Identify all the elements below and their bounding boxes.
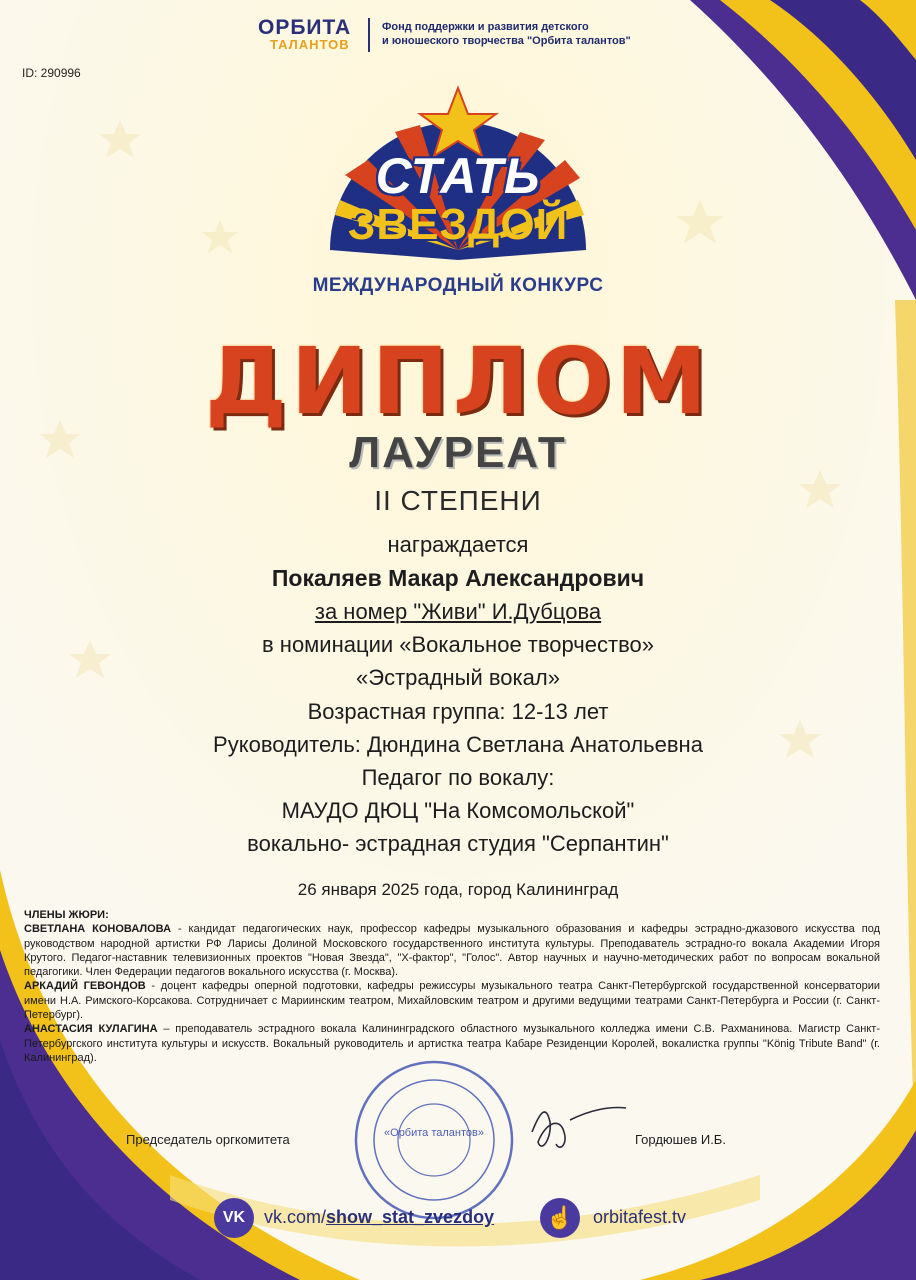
jury-member-bio: - кандидат педагогических наук, профессор кафедры музыкального образования и кафедры эстрадно-джазового искусства под руководством народной артистки РФ Ларисы Долиной Московского государственного института культуры. Преподаватель эстрадно-го вокала Академии Игоря Крутого. Педагог-наставник телевизионных проектов "Новая Звезда", "Х-фактор", "Голос". Автор научных и научно-методических работ по вопросам вокальной педагогики. Член Федерации педагогов вокального искусства (г. Москва). (24, 923, 880, 979)
vk-link-handle: show_stat_zvezdoy (326, 1207, 495, 1227)
chair-label: Председатель оргкомитета (126, 1132, 290, 1147)
emblem (0, 150, 916, 250)
age-group: Возрастная группа: 12-13 лет (307, 699, 609, 724)
vk-link[interactable] (264, 1207, 494, 1228)
performance-title: за номер "Живи" И.Дубцова (314, 599, 602, 624)
jury-heading: ЧЛЕНЫ ЖЮРИ: (24, 909, 109, 921)
signature (520, 1092, 630, 1162)
jury-member-bio: - доцент кафедры оперной подготовки, кафедры режиссуры музыкального театра Санкт-Петербургской государственной консерватории имени Н.А. Римского-Корсакова. Сотрудничает с Мариинским театром, Михайловским театром и другими ведущими театрами Санкт-Петербурга и России (г. Санкт-Петербург). (24, 980, 880, 1022)
fund-line-1: Фонд поддержки и развития детского (382, 21, 589, 33)
organization-stamp (352, 1058, 516, 1222)
emblem-word-2: ЗВЕЗДОЙ (347, 200, 569, 249)
awarded-text: награждается (387, 532, 529, 557)
category: «Эстрадный вокал» (356, 665, 560, 690)
signatory-name: Гордюшев И.Б. (635, 1132, 726, 1147)
jury-member-name: АНАСТАСИЯ КУЛАГИНА (24, 1023, 158, 1036)
jury-member (24, 922, 880, 979)
orbita-logo (258, 16, 351, 52)
fund-line-2: и юношеского творчества "Орбита талантов" (382, 35, 631, 47)
jury-member (24, 979, 880, 1022)
nomination: в номинации «Вокальное творчество» (262, 632, 654, 657)
stamp-text: «Орбита талантов» (384, 1127, 484, 1139)
jury-member-name: СВЕТЛАНА КОНОВАЛОВА (24, 923, 172, 936)
leader: Руководитель: Дюндина Светлана Анатольевна (213, 732, 703, 757)
jury-member-name: АРКАДИЙ ГЕВОНДОВ (24, 980, 146, 993)
header-divider (368, 18, 370, 52)
jury-member-bio: – преподаватель эстрадного вокала Калининградского областного музыкального колледжа имени С.В. Рахманинова. Магистр Санкт-Петербургского института культуры и искусств. Вокальный руководитель и артистка театра Кабаре Резиденции Королей, вокалистка группы "König Tribute Band" (г. Калининград). (24, 1023, 880, 1064)
logo-title: ОРБИТА (258, 16, 352, 39)
pointer-hand-icon[interactable]: ☝ (540, 1198, 580, 1238)
award-degree: II СТЕПЕНИ (374, 485, 542, 516)
document-id: ID: 290996 (22, 66, 81, 80)
website-link[interactable]: orbitafest.tv (593, 1207, 687, 1227)
emblem-word-1: СТАТЬ (375, 148, 541, 204)
vk-icon[interactable]: VK (214, 1198, 254, 1238)
award-title: ЛАУРЕАТ (349, 428, 567, 477)
date-place: 26 января 2025 года, город Калининград (297, 880, 619, 899)
diploma-title: ДИПЛОМ (204, 328, 712, 435)
competition-label: МЕЖДУНАРОДНЫЙ КОНКУРС (312, 275, 604, 296)
vocal-teacher-label: Педагог по вокалу: (361, 765, 555, 790)
recipient-name: Покаляев Макар Александрович (271, 565, 645, 591)
jury-list (24, 908, 880, 1065)
vk-link-prefix: vk.com/ (264, 1207, 327, 1227)
logo-subtitle: ТАЛАНТОВ (270, 37, 350, 52)
fund-name (382, 20, 662, 48)
organization: МАУДО ДЮЦ "На Комсомольской" (281, 798, 635, 823)
studio: вокально- эстрадная студия "Серпантин" (247, 831, 669, 856)
